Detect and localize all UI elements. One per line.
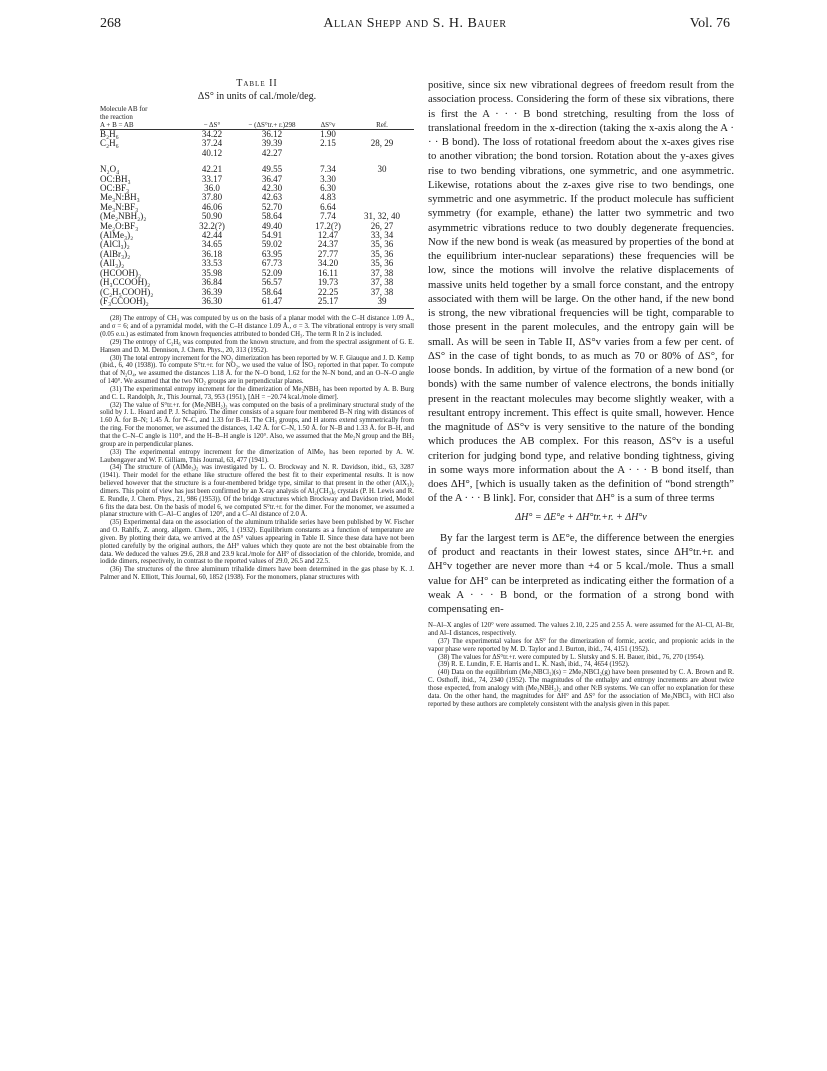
footnote: N–Al–X angles of 120° were assumed. The values 2.10, 2.25 and 2.55 Å. were assumed for the Al–Cl, Al–Br, and Al–I distances, respectively. <box>428 622 734 638</box>
footnote: (28) The entropy of CH₃ was computed by us on the basis of a planar model with the C–H distance 1.09 Å., and σ = 6; and of a pyramidal model, with the C–H distance 1.09 Å., σ = 3. The vibrational entropy is very small (0.05 e.u.) as estimated from known frequencies attributed to bonded CH₃. The term R ln 2 is included. <box>100 315 414 338</box>
footnote: (35) Experimental data on the association of the aluminum trihalide series have been published by W. Fischer and O. Rahlfs, Z. anorg. allgem. Chem., 205, 1 (1932). Equilibrium constants as a function of temperature are given. By plotting their data, we arrived at the ΔS° values appearing in Table II. Since these data have not been plotted carefully by the original authors, the ΔH° values which they quote are not the best obtainable from the data. We deduced the values 29.6, 28.8 and 23.9 kcal./mole for ΔH° of dissociation of the chloride, bromide, and iodide dimers, respectively, in contrast to the reported values of 29.0, 26.5 and 22.5. <box>100 519 414 566</box>
footnote: (38) The values for ΔS°tr.+r. were computed by L. Slutsky and S. H. Bauer, ibid., 76, 270 (1954). <box>438 653 705 661</box>
table-header-row <box>100 105 414 130</box>
right-footnotes <box>428 622 734 708</box>
cell-neg-ds-tr-r: 36.47 <box>261 173 283 184</box>
body-paragraph: positive, since six new vibrational degrees of freedom result from the association process. Considering the form of these six vibrations, there is first the A · · · B bond stretching, resulting from the loss of translational freedom in the x-direction (taking the x-axis along the A · · · B bond). The loss of rotational freedom about the x-axes gives rise to another vibration; the bond torsion. Rotation about the y-axes gives rise to two bending vibrations, one symmetric, and one asymmetric. Likewise, rotations about the z-axes give rise to two bendings, one symmetric and one asymmetric. If the product molecule has sufficient symmetry (for example, ethane) the latter two symmetric and two asymmetric vibrations reduce to two doubly degenerate frequencies. Now if the new bond is weak (as measured by properties of the bond at the equilibrium inter-nuclear separations) these frequencies will be low, since the motions will involve the relative displacements of massive units held together by a small force constant, and the entropy associated with them will be large. On the other hand, if the new bond is strong, the new vibrational frequencies will be tight, comparable to those present in the parent molecules, and the entropy gain will be small. As will be seen in Table II, ΔS°v varies from a few per cent. of ΔS° in the case of tight bonds, to as much as 70 or 80% of ΔS°, for loose bonds. In addition, by virtue of the formation of a new bond (or bonds) with the same number of valence electrons, the bonds initially present in the reactant molecules may become slightly weaker, with a resultant entropy increment. This effect is quite small, however. Hence the magnitude of ΔS°v is very sensitive to the nature of the bonding which produces the AB complex. For this reason, ΔS°v is a useful criterion for judging bond type, and relative bonding tightness, giving in some ways more information about the A · · · B bond itself, than does ΔH°, [which is usually taken as the definition of “bond strength” of the A · · · B link]. For, consider that ΔH° is a sum of three terms <box>428 79 734 505</box>
cell-molecule: Me₃N:BF₃ <box>100 201 139 212</box>
cell-neg-ds: 33.53 <box>201 258 223 269</box>
cell-neg-ds: 36.0 <box>204 183 220 194</box>
left-footnotes <box>100 315 414 582</box>
volume-label: Vol. 76 <box>689 16 730 31</box>
table-subtitle: ΔS° in units of cal./mole/deg. <box>197 91 317 102</box>
cell-ds-v: 22.25 <box>317 286 339 297</box>
cell-neg-ds-tr-r: 42.63 <box>261 192 283 203</box>
cell-ds-v <box>306 149 350 158</box>
cell-ds-v: 19.73 <box>317 277 339 288</box>
footnote: (33) The experimental entropy increment for the dimerization of AlMe₃ has been reported by A. W. Laubengayer and W. F. Gilliam, This Journal, 63, 477 (1941). <box>100 448 414 464</box>
cell-neg-ds: 40.12 <box>201 147 223 158</box>
cell-ref: 35, 36 <box>370 258 394 269</box>
cell-neg-ds-tr-r: 59.02 <box>261 239 283 250</box>
cell-neg-ds-tr-r: 52.70 <box>261 201 283 212</box>
table-body <box>100 130 414 309</box>
cell-neg-ds: 50.90 <box>201 211 223 222</box>
cell-neg-ds: 37.24 <box>201 138 223 149</box>
footnote: (39) R. E. Lundin, F. E. Harris and L. K. Nash, ibid., 74, 4654 (1952). <box>438 661 630 669</box>
cell-ds-v: 2.15 <box>320 138 336 149</box>
cell-molecule: Me₃N:BH₃ <box>100 192 140 203</box>
cell-neg-ds: 36.39 <box>201 286 223 297</box>
table-row <box>100 222 414 231</box>
cell-molecule: C₂H₆ <box>100 138 119 149</box>
cell-ref: 35, 36 <box>370 239 394 250</box>
cell-neg-ds: 46.06 <box>201 201 223 212</box>
cell-neg-ds-tr-r: 42.30 <box>261 183 283 194</box>
table-row <box>100 259 414 268</box>
table-row <box>100 250 414 259</box>
cell-ref <box>350 193 414 202</box>
cell-ds-v: 25.17 <box>306 297 350 309</box>
cell-ref <box>350 175 414 184</box>
cell-ds-v: 1.90 <box>320 129 336 139</box>
cell-neg-ds: 33.17 <box>201 173 223 184</box>
cell-neg-ds: 32.2(?) <box>199 220 225 231</box>
footnote: (34) The structure of (AlMe₃)₂ was investigated by L. O. Brockway and N. R. Davidson, ibid., 63, 3287 (1941). Their model for the ethane like structure offered the best fit to their experimental results. It is now believed however that the structure is a four-membered bridge type, similar to that present in the other (AlX₃)₂ dimers. This point of view has just been confirmed by an X-ray analysis of Al₂(CH₃)₆ crystals (P. H. Lewis and R. E. Rundle, J. Chem. Phys., 21, 986 (1953)). Of the bridge structures which Brockway and Davidson tried, Model 6 fits the data best. On the basis of model 6, we computed S°tr.+r. for the dimer. For the monomer, we assumed a planar structure with C–Al–C angles of 120°, and a C–Al distance of 2.0 Å. <box>100 464 414 519</box>
cell-neg-ds-tr-r: 63.95 <box>261 248 283 259</box>
cell-ds-v: 4.83 <box>320 192 336 203</box>
cell-neg-ds: 36.84 <box>201 277 223 288</box>
cell-neg-ds: 37.80 <box>201 192 223 203</box>
cell-ref: 35, 36 <box>370 248 394 259</box>
cell-molecule: Me₂O:BF₃ <box>100 220 139 231</box>
cell-ds-v: 7.74 <box>320 211 336 222</box>
col-header-ds-v: ΔS°v <box>306 105 350 130</box>
col-header-neg-ds: − ΔS° <box>186 105 238 130</box>
cell-ref: 31, 32, 40 <box>364 211 400 222</box>
cell-molecule: (H₃CCOOH)₂ <box>100 277 151 288</box>
cell-neg-ds: 34.22 <box>201 129 223 139</box>
table-title: Table II <box>236 78 278 89</box>
cell-molecule: (AlCl₃)₂ <box>100 239 130 250</box>
footnote: (30) The total entropy increment for the NO₂ dimerization has been reported by W. F. Giauque and J. D. Kemp (ibid., 6, 40 (1938)). To compute S°tr.+r. for NO₂, we used the value of ISO₂ reported in that paper. To compute that of N₂O₄, we assumed the distances 1.18 Å. for the N–O bond, 1.62 for the N–N bond, and an O–N–O angle of 140°. We assumed that the two NO₂ groups are in perpendicular planes. <box>100 354 414 386</box>
cell-molecule: (HCOOH)₂ <box>100 267 142 278</box>
table-row <box>100 149 414 158</box>
body-paragraph: By far the largest term is ΔE°e, the difference between the energies of product and reactants in their lowest states, since ΔH°tr.+r. and ΔH°v together are never more than +4 or 5 kcal./mole. Thus a small value for ΔH° can be interpreted as indicating either the formation of a weak A · · · B bond, or the formation of a strong bond with compensating en- <box>428 531 734 615</box>
cell-ref: 26, 27 <box>370 220 394 231</box>
cell-neg-ds-tr-r: 56.57 <box>261 277 283 288</box>
col-header-ref: Ref. <box>350 105 414 130</box>
table-row <box>100 158 414 174</box>
cell-molecule: N₂O₄ <box>100 164 120 175</box>
cell-neg-ds-tr-r: 58.64 <box>261 286 283 297</box>
table-row <box>100 240 414 249</box>
cell-neg-ds-tr-r: 67.73 <box>261 258 283 269</box>
cell-neg-ds-tr-r: 42.27 <box>261 147 283 158</box>
footnote: (36) The structures of the three aluminum trihalide dimers have been determined in the gas phase by K. J. Palmer and N. Elliott, This Journal, 60, 1852 (1938). For the monomers, planar structures with <box>100 566 414 582</box>
cell-molecule: (F₃CCOOH)₂ <box>100 297 186 309</box>
cell-neg-ds-tr-r: 52.09 <box>261 267 283 278</box>
cell-ds-v: 12.47 <box>317 230 339 241</box>
col-header-neg-ds-tr-r: − (ΔS°tr.+ r.)298 <box>238 105 306 130</box>
cell-ds-v: 7.34 <box>320 164 336 175</box>
cell-neg-ds-tr-r: 39.39 <box>261 138 283 149</box>
body-text <box>428 78 734 616</box>
cell-molecule: OC:BF₃ <box>100 183 130 194</box>
cell-ref: 37, 38 <box>370 286 394 297</box>
cell-ref <box>350 149 414 158</box>
footnote: (31) The experimental entropy increment for the dimerization of Me₂NBH₂ has been reported by A. B. Burg and C. L. Randolph, Jr., This Journal, 73, 953 (1951), [ΔH = −20.74 kcal./mole dimer]. <box>100 385 414 401</box>
equation: ΔH° = ΔE°e + ΔH°tr.+r. + ΔH°v <box>515 511 647 523</box>
table-row <box>100 139 414 148</box>
cell-neg-ds: 36.30 <box>186 297 238 309</box>
cell-neg-ds: 36.18 <box>201 248 223 259</box>
page-number: 268 <box>100 16 121 31</box>
cell-neg-ds-tr-r: 36.12 <box>261 129 283 139</box>
cell-molecule: (AlMe₃)₂ <box>100 230 134 241</box>
cell-neg-ds-tr-r: 49.40 <box>261 220 283 231</box>
cell-molecule: B₂H₆ <box>100 129 119 139</box>
cell-molecule: (C₂H₅COOH)₂ <box>100 286 154 297</box>
table-row <box>100 193 414 202</box>
footnote: (40) Data on the equilibrium (Me₂NBCl₂)(s) = 2Me₂NBCl₂(g) have been presented by C. A. Brown and R. C. Osthoff, ibid., 74, 2340 (1952). The magnitudes of the enthalpy and entropy increments are about twice those expected, from analogy with (Me₂NBH₂)₂ and other N:B systems. We can offer no explanation for these data. On the other hand, the magnitudes for ΔH° and ΔS° for the association of Me₃NBCl₃ with HCl also reported by these authors are completely consistent with the analysis given in this paper. <box>428 669 734 708</box>
cell-ds-v: 24.37 <box>317 239 339 250</box>
table-row <box>100 297 414 309</box>
cell-ref: 33, 34 <box>370 230 394 241</box>
cell-neg-ds: 34.65 <box>201 239 223 250</box>
table-row <box>100 212 414 221</box>
col-header-molecule: Molecule AB for the reaction A + B = AB <box>100 105 186 130</box>
table-row <box>100 231 414 240</box>
cell-neg-ds-tr-r: 61.47 <box>238 297 306 309</box>
cell-ref: 28, 29 <box>370 138 394 149</box>
cell-neg-ds-tr-r: 58.64 <box>261 211 283 222</box>
cell-ref: 37, 38 <box>370 277 394 288</box>
cell-molecule <box>100 149 186 158</box>
cell-ref <box>350 184 414 193</box>
footnote: (32) The value of S°tr.+r. for (Me₂NBH₂)₂ was computed on the basis of a preliminary structural study of the solid by J. L. Hoard and P. J. Schapiro. The dimer consists of a square four membered B–N ring with distances of 1.60 Å. for B–N; 1.45 Å. for N–C, and 1.33 for B–H. The CH₃ groups, and H atoms extend symmetrically from the ring. For the monomer, we assumed the distances, 1.42 Å. for C–N, 1.50 Å. for N–B and 1.33 Å. for B–H, and that the C–N–C angle is 110°, and the H–B–H angle is 120°. Also, we assumed that the Me₂N group and the BH₂ group are in perpendicular planes. <box>100 401 414 448</box>
cell-neg-ds: 35.98 <box>201 267 223 278</box>
table-row <box>100 184 414 193</box>
cell-ds-v: 27.77 <box>317 248 339 259</box>
cell-molecule: (AlBr₃)₂ <box>100 248 131 259</box>
cell-neg-ds-tr-r: 54.91 <box>261 230 283 241</box>
cell-neg-ds-tr-r: 49.55 <box>261 164 283 175</box>
entropy-table <box>100 105 414 309</box>
cell-ref: 30 <box>377 164 387 175</box>
running-title: Allan Shepp and S. H. Bauer <box>323 16 507 31</box>
cell-ds-v: 34.20 <box>317 258 339 269</box>
cell-ref: 37, 38 <box>370 267 394 278</box>
cell-molecule: (AlI₃)₂ <box>100 258 125 269</box>
right-column <box>428 78 734 709</box>
cell-ds-v: 6.64 <box>320 201 336 212</box>
cell-ref: 39 <box>350 297 414 309</box>
footnote: (29) The entropy of C₂H₆ was computed from the known structure, and from the spectral assignment of G. E. Hansen and D. M. Dennison, J. Chem. Phys., 20, 313 (1952). <box>100 338 414 354</box>
cell-molecule: OC:BH₃ <box>100 173 131 184</box>
table-row <box>100 130 414 140</box>
footnote: (37) The experimental values for ΔS° for the dimerization of formic, acetic, and propionic acids in the vapor phase were reported by M. D. Taylor and J. Burton, ibid., 74, 4151 (1952). <box>428 637 734 653</box>
cell-neg-ds: 42.44 <box>201 230 223 241</box>
cell-ds-v: 17.2(?) <box>315 220 341 231</box>
table-row <box>100 175 414 184</box>
cell-ds-v: 6.30 <box>320 183 336 194</box>
cell-ds-v: 16.11 <box>318 267 338 278</box>
cell-ds-v: 3.30 <box>320 173 336 184</box>
running-header <box>100 16 730 38</box>
cell-molecule: (Me₂NBH₂)₂ <box>100 211 147 222</box>
cell-neg-ds: 42.21 <box>201 164 223 175</box>
left-column <box>100 78 414 582</box>
